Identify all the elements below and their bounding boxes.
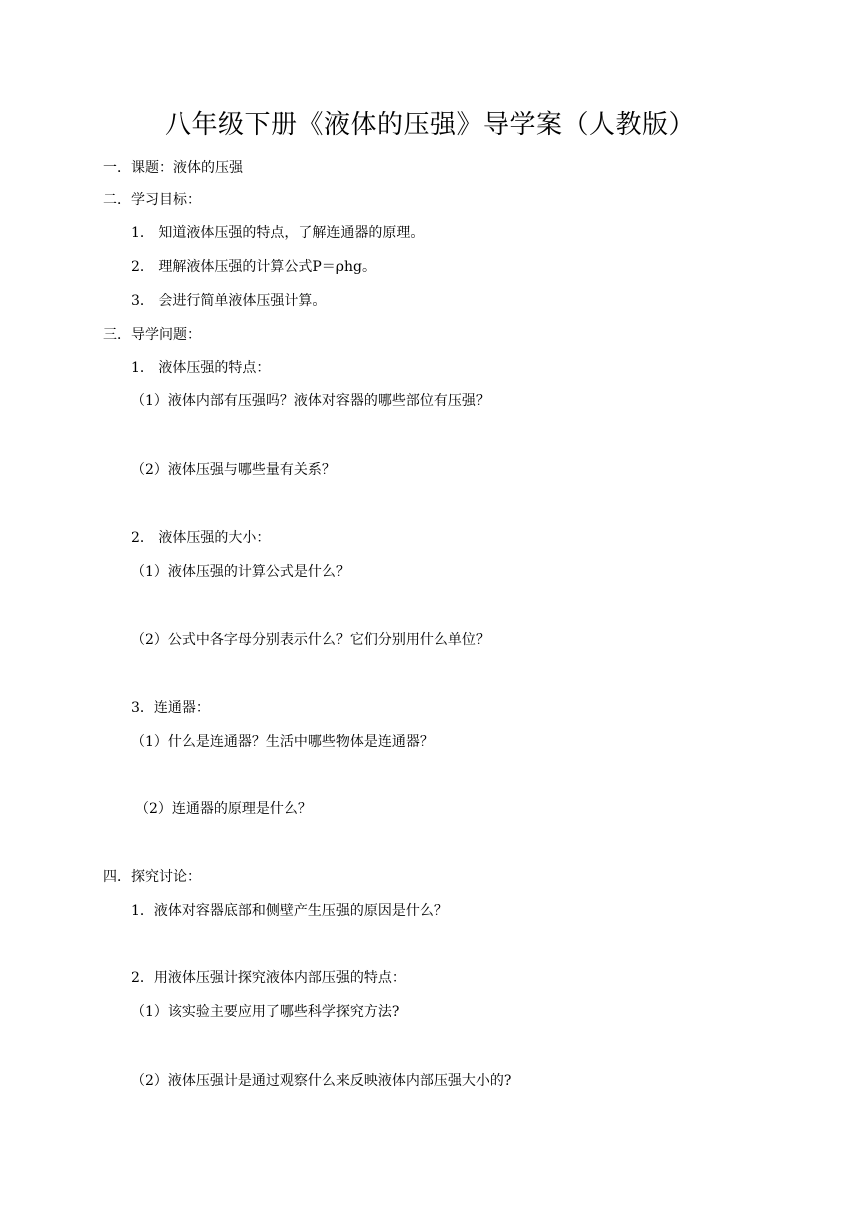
objective-item-2: 2． 理解液体压强的计算公式P＝ρhg。 xyxy=(131,259,376,275)
discussion-item-2-1: （1）该实验主要应用了哪些科学探究方法? xyxy=(131,1004,400,1020)
discussion-item-2: 2．用液体压强计探究液体内部压强的特点： xyxy=(131,970,406,986)
section-guide-questions-heading: 三．导学问题： xyxy=(103,327,201,343)
question-3-1: （1）什么是连通器？生活中哪些物体是连通器？ xyxy=(131,734,434,750)
question-group-1-heading: 1． 液体压强的特点： xyxy=(131,360,271,376)
document-title: 八年级下册《液体的压强》导学案（人教版） xyxy=(164,110,695,140)
discussion-item-2-2: （2）液体压强计是通过观察什么来反映液体内部压强大小的? xyxy=(131,1073,512,1089)
section-discussion-heading: 四．探究讨论： xyxy=(103,869,201,885)
question-2-1: （1）液体压强的计算公式是什么？ xyxy=(131,564,350,580)
section-topic: 一．课题：液体的压强 xyxy=(103,160,243,176)
objective-item-1: 1． 知道液体压强的特点，了解连通器的原理。 xyxy=(131,225,425,241)
section-objectives-heading: 二．学习目标： xyxy=(103,192,201,208)
question-1-1: （1）液体内部有压强吗？液体对容器的哪些部位有压强？ xyxy=(131,393,490,409)
objective-item-3: 3． 会进行简单液体压强计算。 xyxy=(131,293,327,309)
question-3-2: （2）连通器的原理是什么？ xyxy=(135,801,312,817)
discussion-item-1: 1．液体对容器底部和侧壁产生压强的原因是什么？ xyxy=(131,903,448,919)
question-2-2: （2）公式中各字母分别表示什么？它们分别用什么单位？ xyxy=(131,632,490,648)
question-group-2-heading: 2． 液体压强的大小： xyxy=(131,530,271,546)
question-group-3-heading: 3．连通器： xyxy=(131,700,210,716)
question-1-2: （2）液体压强与哪些量有关系？ xyxy=(131,462,336,478)
